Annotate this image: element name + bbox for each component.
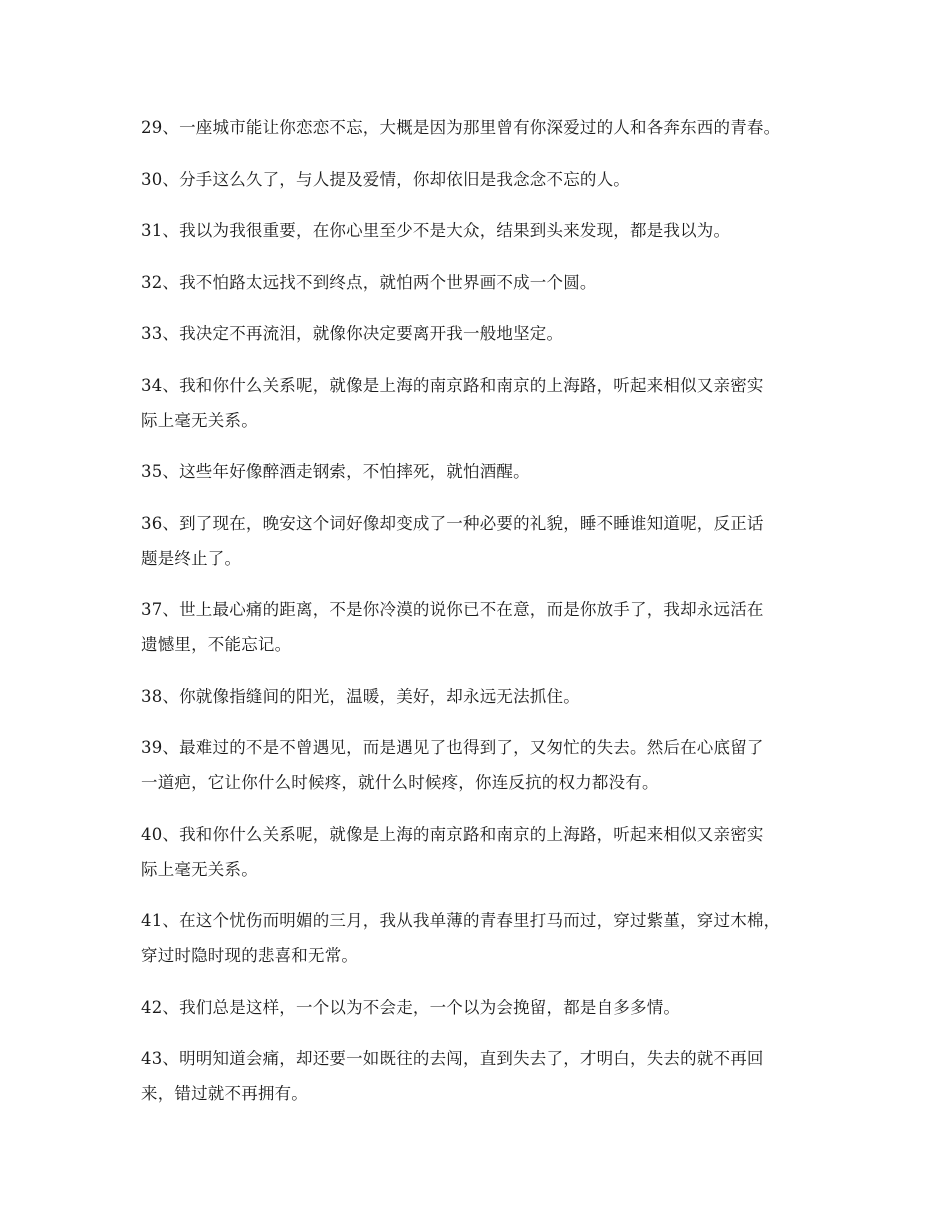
entry-line: 际上毫无关系。 — [141, 410, 258, 430]
entry-40 — [141, 817, 841, 887]
entry-41 — [141, 903, 841, 973]
entry-43 — [141, 1041, 841, 1111]
entry-line: 36、到了现在，晚安这个词好像却变成了一种必要的礼貌，睡不睡谁知道呢，反正话 — [141, 513, 764, 533]
entry-32 — [141, 265, 841, 300]
entry-line: 38、你就像指缝间的阳光，温暖，美好，却永远无法抓住。 — [141, 686, 580, 706]
entry-line: 一道疤，它让你什么时候疼，就什么时候疼，你连反抗的权力都没有。 — [141, 773, 659, 792]
entry-33 — [141, 316, 841, 351]
entry-42 — [141, 990, 841, 1025]
entry-line: 32、我不怕路太远找不到终点，就怕两个世界画不成一个圆。 — [141, 272, 597, 292]
entry-line: 42、我们总是这样，一个以为不会走，一个以为会挽留，都是自多多情。 — [141, 997, 681, 1017]
entry-34 — [141, 368, 841, 438]
entry-line: 29、一座城市能让你恋恋不忘，大概是因为那里曾有你深爱过的人和各奔东西的青春。 — [141, 118, 781, 137]
entry-30 — [141, 162, 841, 197]
entry-37 — [141, 592, 841, 662]
document-body — [141, 110, 841, 1128]
entry-38 — [141, 679, 841, 714]
entry-line: 34、我和你什么关系呢，就像是上海的南京路和南京的上海路，听起来相似又亲密实 — [141, 375, 764, 395]
entry-line: 遗憾里，不能忘记。 — [141, 635, 292, 654]
entry-29 — [141, 110, 841, 145]
entry-line: 30、分手这么久了，与人提及爱情，你却依旧是我念念不忘的人。 — [141, 169, 630, 189]
entry-35 — [141, 454, 841, 489]
entry-line: 题是终止了。 — [141, 548, 242, 568]
entry-line: 41、在这个忧伤而明媚的三月，我从我单薄的青春里打马而过，穿过紫堇，穿过木棉， — [141, 911, 781, 930]
entry-line: 33、我决定不再流泪，就像你决定要离开我一般地坚定。 — [141, 324, 564, 343]
entry-line: 43、明明知道会痛，却还要一如既往的去闯，直到失去了，才明白，失去的就不再回 — [141, 1049, 764, 1068]
entry-line: 穿过时隐时现的悲喜和无常。 — [141, 946, 359, 965]
entry-line: 31、我以为我很重要，在你心里至少不是大众，结果到头来发现，都是我以为。 — [141, 221, 731, 240]
entry-line: 际上毫无关系。 — [141, 859, 258, 879]
entry-line: 40、我和你什么关系呢，就像是上海的南京路和南京的上海路，听起来相似又亲密实 — [141, 824, 764, 844]
entry-line: 来，错过就不再拥有。 — [141, 1084, 308, 1103]
entry-line: 37、世上最心痛的距离，不是你冷漠的说你已不在意，而是你放手了，我却永远活在 — [141, 600, 764, 619]
entry-31 — [141, 213, 841, 248]
entry-36 — [141, 506, 841, 576]
entry-line: 39、最难过的不是不曾遇见，而是遇见了也得到了，又匆忙的失去。然后在心底留了 — [141, 738, 764, 757]
entry-39 — [141, 730, 841, 800]
entry-line: 35、这些年好像醉酒走钢索，不怕摔死，就怕酒醒。 — [141, 462, 530, 481]
